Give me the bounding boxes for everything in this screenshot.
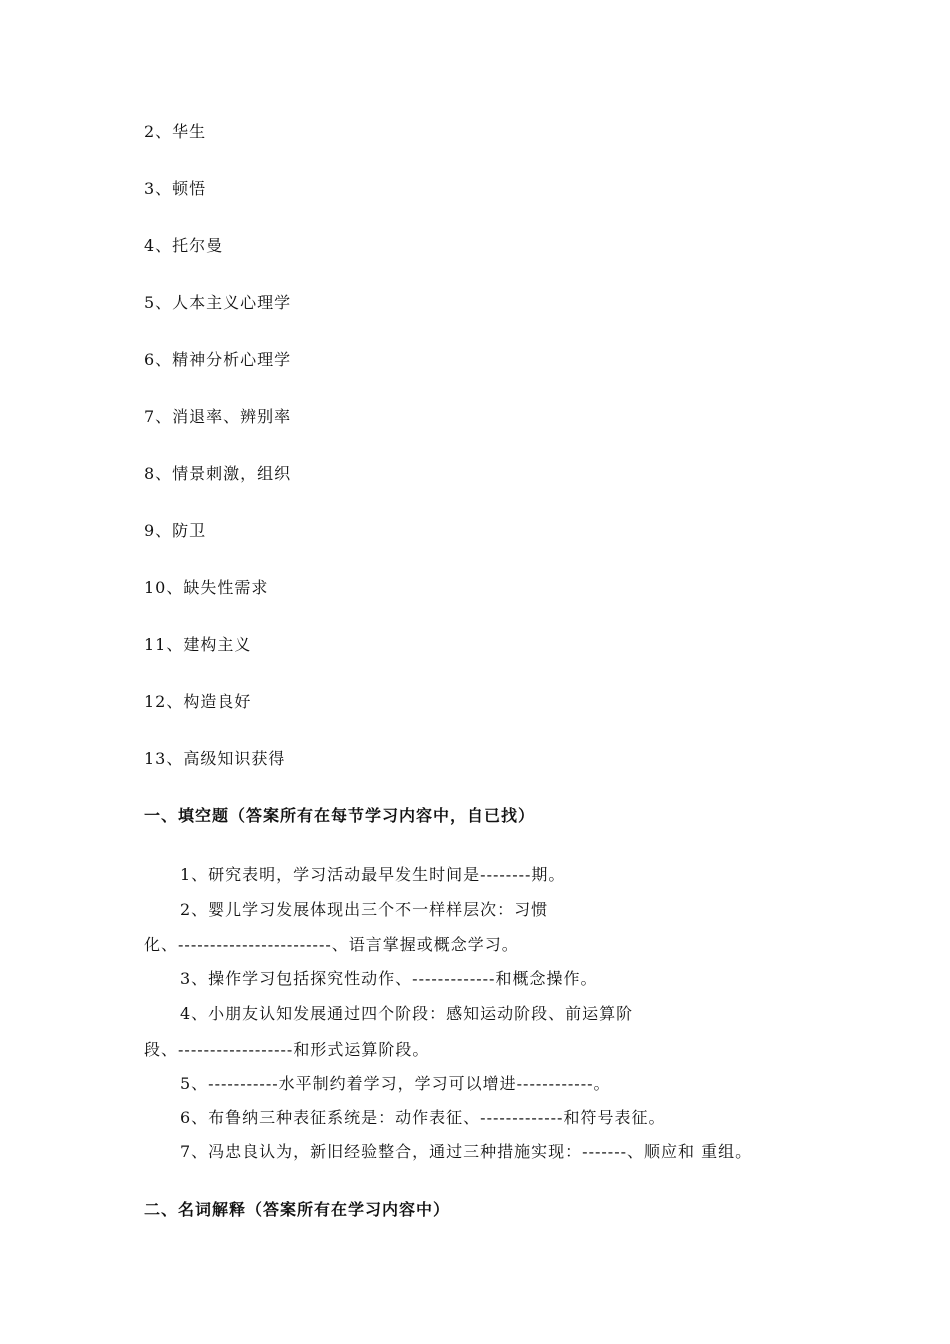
question-3: 3、操作学习包括探究性动作、-------------和概念操作。 — [180, 969, 598, 988]
answer-4: 4、托尔曼 — [144, 236, 224, 255]
question-1: 1、研究表明，学习活动最早发生时间是--------期。 — [180, 865, 566, 884]
answer-6: 6、精神分析心理学 — [144, 350, 292, 369]
question-7: 7、冯忠良认为，新旧经验整合，通过三种措施实现：-------、顺应和 重组。 — [180, 1142, 753, 1161]
answer-7: 7、消退率、辨别率 — [144, 407, 292, 426]
answer-9: 9、防卫 — [144, 521, 207, 540]
answer-12: 12、构造良好 — [144, 692, 252, 711]
answer-3: 3、顿悟 — [144, 179, 207, 198]
question-4-part-2: 段、------------------和形式运算阶段。 — [144, 1040, 430, 1059]
section-heading-fill-in: 一、填空题（答案所有在每节学习内容中，自已找） — [144, 806, 536, 825]
question-5: 5、-----------水平制约着学习，学习可以增进------------。 — [180, 1074, 611, 1093]
answer-8: 8、情景刺激，组织 — [144, 464, 292, 483]
question-6: 6、布鲁纳三种表征系统是：动作表征、-------------和符号表征。 — [180, 1108, 666, 1127]
answer-13: 13、高级知识获得 — [144, 749, 286, 768]
answer-10: 10、缺失性需求 — [144, 578, 269, 597]
section-heading-definitions: 二、名词解释（答案所有在学习内容中） — [144, 1200, 451, 1219]
answer-11: 11、建构主义 — [144, 635, 252, 654]
question-4-part-1: 4、小朋友认知发展通过四个阶段：感知运动阶段、前运算阶 — [180, 1004, 634, 1023]
question-2-part-2: 化、------------------------、语言掌握或概念学习。 — [144, 935, 519, 954]
question-2-part-1: 2、婴儿学习发展体现出三个不一样样层次：习惯 — [180, 900, 549, 919]
answer-2: 2、华生 — [144, 122, 207, 141]
answer-5: 5、人本主义心理学 — [144, 293, 292, 312]
